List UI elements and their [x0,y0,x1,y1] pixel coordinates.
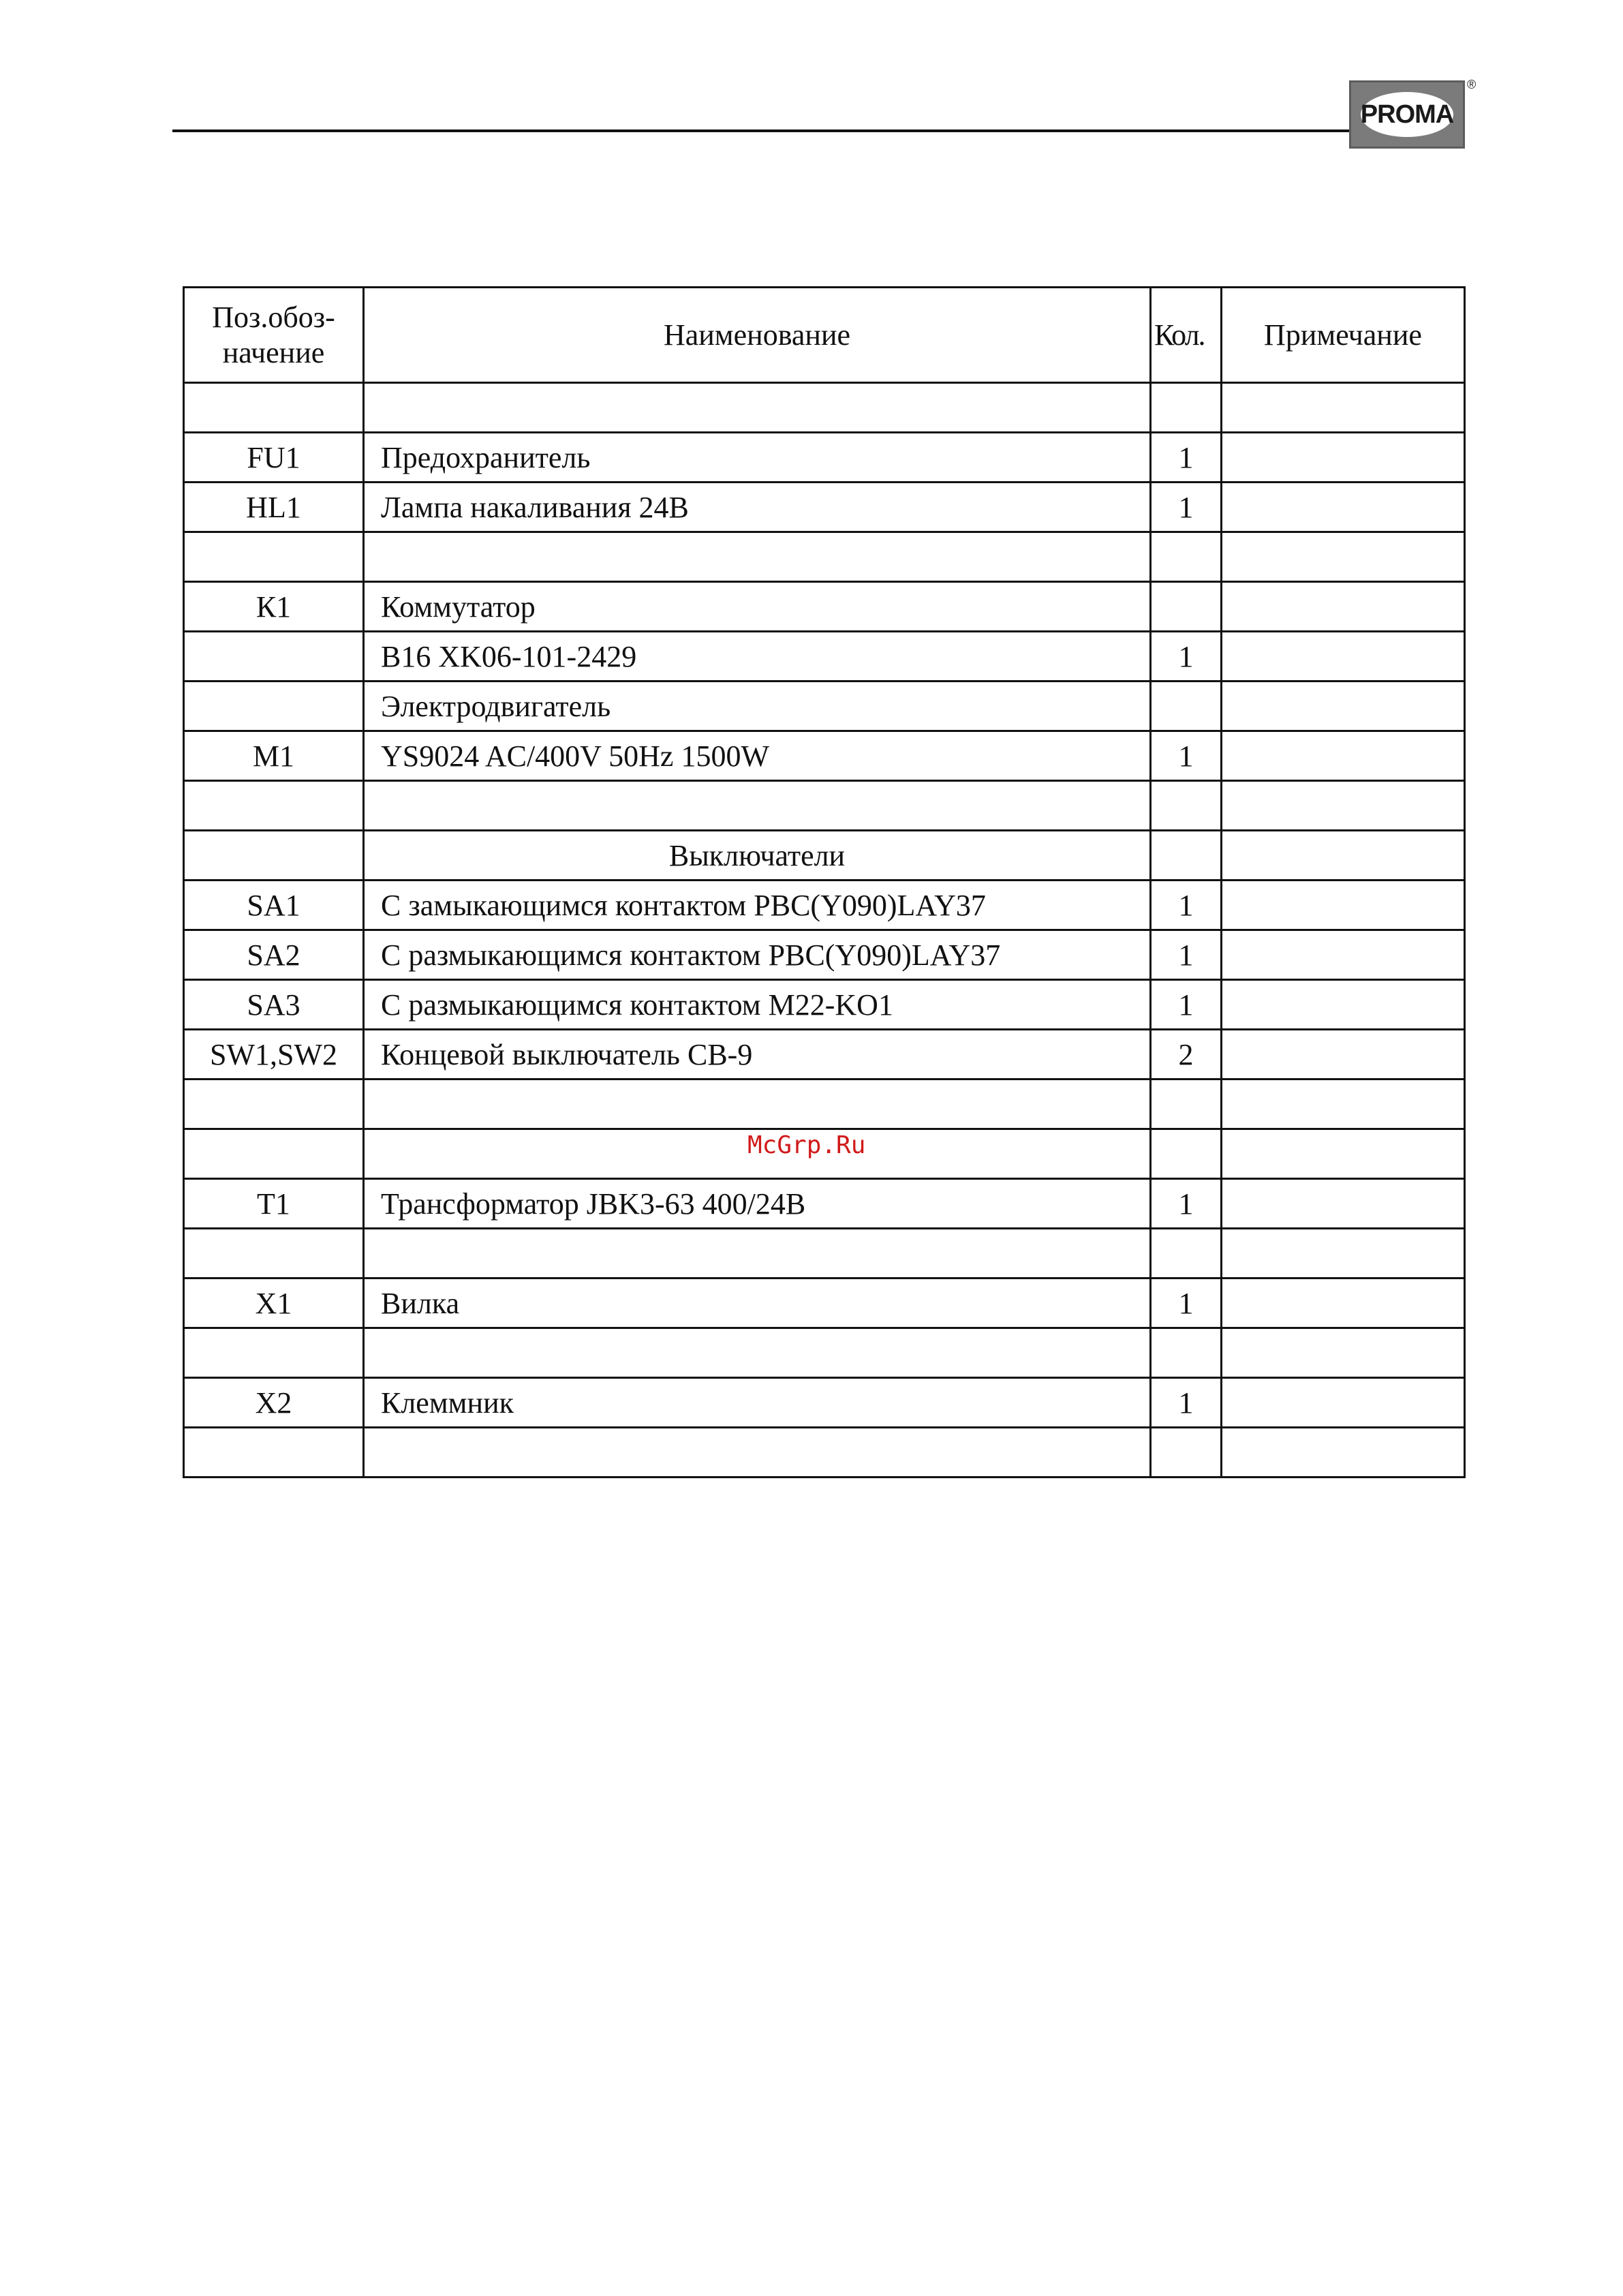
cell-position [184,1328,364,1378]
cell-quantity [1151,1129,1222,1179]
cell-position [184,383,364,433]
table-row [184,831,1465,881]
cell-quantity [1151,1080,1222,1129]
cell-quantity: 1 [1151,1279,1222,1328]
cell-position: К1 [184,582,364,632]
cell-position [184,532,364,582]
logo-text: PROMA [1360,100,1454,129]
cell-note [1222,1129,1465,1179]
header-position-line2: начение [222,335,325,369]
cell-name: С замыкающимся контактом PBC(Y090)LAY37 [364,881,1151,930]
cell-position [184,1428,364,1478]
cell-note [1222,881,1465,930]
table-row [184,781,1465,831]
cell-quantity: 1 [1151,632,1222,682]
cell-position [184,632,364,682]
table-row [184,881,1465,930]
cell-note [1222,1030,1465,1080]
cell-name [364,383,1151,433]
table-row [184,582,1465,632]
cell-note [1222,483,1465,532]
cell-quantity: 1 [1151,980,1222,1030]
cell-quantity: 1 [1151,731,1222,781]
cell-name: YS9024 AC/400V 50Hz 1500W [364,731,1151,781]
components-table [183,286,1466,1478]
cell-quantity [1151,582,1222,632]
cell-name [364,1328,1151,1378]
header-quantity: Кол. [1151,288,1222,383]
table-row [184,632,1465,682]
cell-name: Клеммник [364,1378,1151,1428]
table-row [184,483,1465,532]
cell-note [1222,1080,1465,1129]
cell-position: SA1 [184,881,364,930]
cell-position: HL1 [184,483,364,532]
table-row [184,1328,1465,1378]
cell-quantity: 1 [1151,930,1222,980]
table-row [184,1378,1465,1428]
cell-quantity [1151,1229,1222,1279]
cell-name: Вилка [364,1279,1151,1328]
proma-logo [1349,80,1465,149]
cell-name: Лампа накаливания 24В [364,483,1151,532]
cell-quantity: 2 [1151,1030,1222,1080]
cell-note [1222,1279,1465,1328]
cell-quantity: 1 [1151,1378,1222,1428]
cell-position [184,1229,364,1279]
cell-position: M1 [184,731,364,781]
cell-note [1222,831,1465,881]
cell-name [364,781,1151,831]
watermark: McGrp.Ru [747,1131,866,1159]
registered-mark: ® [1467,78,1477,91]
cell-note [1222,1229,1465,1279]
cell-position: SA3 [184,980,364,1030]
table-row [184,682,1465,731]
cell-position [184,831,364,881]
cell-position [184,1129,364,1179]
table-row [184,731,1465,781]
table-row [184,1279,1465,1328]
cell-note [1222,532,1465,582]
cell-quantity [1151,781,1222,831]
cell-quantity [1151,831,1222,881]
cell-quantity: 1 [1151,433,1222,483]
cell-position [184,1080,364,1129]
header-position-line1: Поз.обоз- [212,300,335,334]
cell-note [1222,1328,1465,1378]
cell-name: С размыкающимся контактом PBC(Y090)LAY37 [364,930,1151,980]
cell-position: SA2 [184,930,364,980]
cell-note [1222,682,1465,731]
cell-position [184,781,364,831]
cell-note [1222,781,1465,831]
cell-position [184,682,364,731]
cell-name [364,1080,1151,1129]
cell-note [1222,1179,1465,1229]
table-row [184,980,1465,1030]
logo-oval [1361,92,1453,137]
table-row [184,532,1465,582]
header-position [184,288,364,383]
cell-position: X2 [184,1378,364,1428]
cell-quantity: 1 [1151,881,1222,930]
cell-quantity: 1 [1151,1179,1222,1229]
cell-quantity [1151,682,1222,731]
table-row [184,930,1465,980]
cell-quantity [1151,383,1222,433]
cell-name [364,532,1151,582]
table-row [184,383,1465,433]
table-row [184,1179,1465,1229]
cell-name: Выключатели [364,831,1151,881]
cell-name: Предохранитель [364,433,1151,483]
cell-name: Электродвигатель [364,682,1151,731]
cell-note [1222,731,1465,781]
cell-position: SW1,SW2 [184,1030,364,1080]
header-name: Наименование [364,288,1151,383]
cell-note [1222,632,1465,682]
cell-note [1222,1378,1465,1428]
cell-note [1222,980,1465,1030]
table-row [184,1030,1465,1080]
cell-note [1222,383,1465,433]
header-note: Примечание [1222,288,1465,383]
table-row [184,1428,1465,1478]
header-rule [172,129,1349,132]
cell-note [1222,582,1465,632]
cell-position: X1 [184,1279,364,1328]
cell-quantity [1151,532,1222,582]
table-row [184,1080,1465,1129]
cell-name [364,1229,1151,1279]
cell-quantity [1151,1328,1222,1378]
table-row [184,1229,1465,1279]
cell-position: FU1 [184,433,364,483]
cell-name: Коммутатор [364,582,1151,632]
cell-note [1222,1428,1465,1478]
cell-name [364,1428,1151,1478]
cell-name: B16 XK06-101-2429 [364,632,1151,682]
cell-position: T1 [184,1179,364,1229]
cell-name: С размыкающимся контактом M22-KO1 [364,980,1151,1030]
cell-note [1222,930,1465,980]
cell-quantity [1151,1428,1222,1478]
cell-note [1222,433,1465,483]
cell-name: Трансформатор JBK3-63 400/24В [364,1179,1151,1229]
table-row [184,433,1465,483]
table-header-row [184,288,1465,383]
cell-name: Концевой выключатель СВ-9 [364,1030,1151,1080]
cell-quantity: 1 [1151,483,1222,532]
